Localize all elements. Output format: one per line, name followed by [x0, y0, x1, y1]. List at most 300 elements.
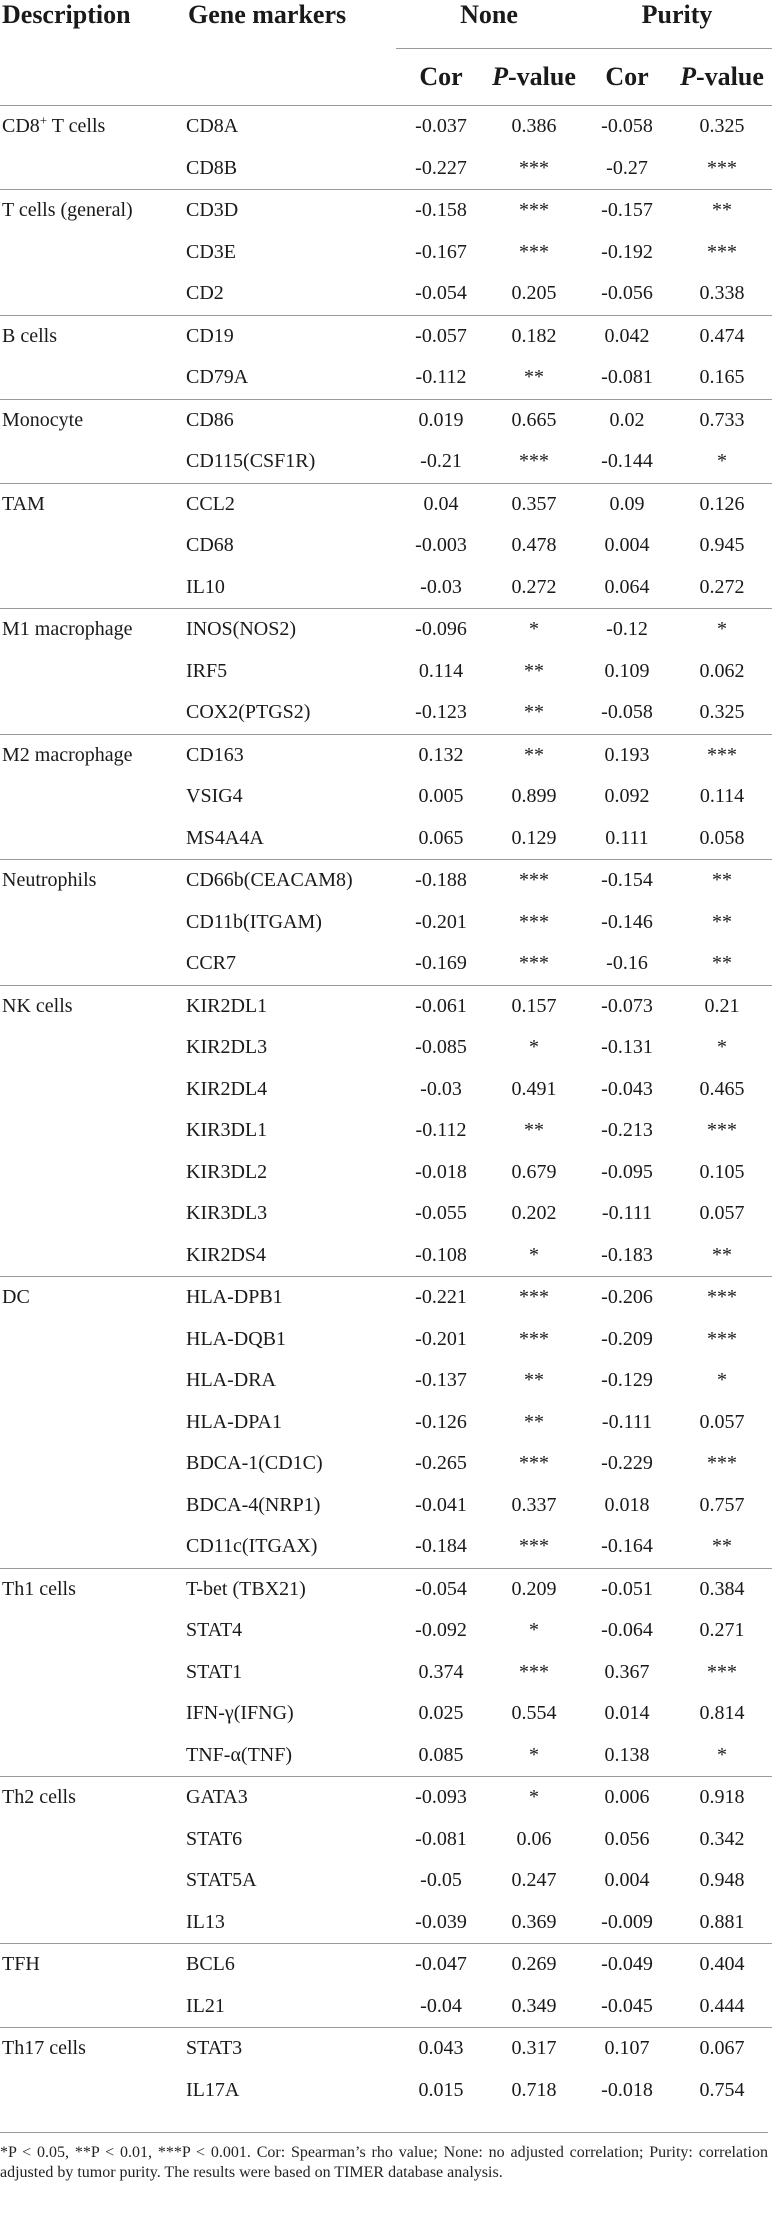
cell-purity-cor: -0.073	[582, 985, 672, 1027]
cell-gene-marker: HLA-DQB1	[186, 1327, 286, 1350]
cell-purity-cor: 0.092	[604, 785, 650, 808]
cell-purity-cor: 0.064	[604, 575, 650, 598]
cell-purity-cor: -0.081	[601, 366, 653, 389]
cell-description	[0, 1193, 186, 1235]
cell-purity-pvalue: 0.342	[699, 1827, 745, 1850]
cell-purity-cor: -0.058	[601, 701, 653, 724]
cell-description	[0, 483, 186, 525]
description-text: M2 macrophage	[2, 743, 133, 766]
cell-none-cor: -0.061	[396, 985, 486, 1027]
table-row	[0, 651, 772, 693]
cell-description	[0, 525, 186, 567]
description-text: B cells	[2, 324, 57, 347]
cell-none-pvalue: **	[486, 734, 582, 776]
cell-none-cor: -0.227	[415, 156, 467, 179]
cell-purity-cor: -0.144	[601, 450, 653, 473]
cell-purity-cor: -0.043	[601, 1077, 653, 1100]
cell-purity-cor: 0.09	[582, 483, 672, 525]
cell-gene-marker: CD2	[186, 282, 224, 305]
cell-none-pvalue: 0.269	[486, 1944, 582, 1986]
table-row	[0, 1193, 772, 1235]
cell-purity-pvalue: 0.271	[699, 1619, 745, 1642]
cell-description	[0, 1652, 186, 1694]
header-purity-pvalue	[672, 49, 772, 106]
cell-description	[0, 1027, 186, 1069]
cell-purity-pvalue: 0.384	[672, 1568, 772, 1610]
cell-none-cor: -0.054	[415, 282, 467, 305]
cell-purity-pvalue: 0.757	[699, 1493, 745, 1516]
cell-description	[0, 273, 186, 315]
cell-none-cor: -0.055	[415, 1202, 467, 1225]
cell-gene-marker: GATA3	[186, 1777, 396, 1819]
cell-none-cor: 0.374	[418, 1660, 464, 1683]
description-text: TFH	[2, 1953, 40, 1976]
description-text: Th17 cells	[2, 2037, 86, 2060]
cell-purity-cor: -0.111	[601, 1202, 653, 1225]
table-row	[0, 1110, 772, 1152]
cell-purity-pvalue: 0.126	[672, 483, 772, 525]
cell-gene-marker: IL17A	[186, 2078, 240, 2101]
table-row	[0, 232, 772, 274]
description-superscript: +	[39, 112, 48, 128]
cell-purity-pvalue: ***	[672, 734, 772, 776]
cell-none-cor: -0.108	[415, 1243, 467, 1266]
cell-purity-pvalue: 0.165	[699, 366, 745, 389]
cell-purity-pvalue: ***	[672, 1277, 772, 1319]
cell-none-cor: -0.169	[415, 952, 467, 975]
cell-none-pvalue: ***	[519, 1452, 549, 1475]
cell-none-cor: -0.112	[415, 1119, 467, 1142]
cell-gene-marker: HLA-DPA1	[186, 1410, 282, 1433]
cell-purity-cor: -0.095	[601, 1160, 653, 1183]
cell-purity-pvalue: 0.338	[699, 282, 745, 305]
cell-description	[0, 148, 186, 190]
cell-purity-cor: -0.056	[601, 282, 653, 305]
table-row	[0, 1235, 772, 1277]
cell-none-cor: -0.126	[415, 1410, 467, 1433]
cell-none-pvalue: ***	[486, 190, 582, 232]
cell-description	[0, 818, 186, 860]
cell-none-pvalue: *	[486, 1777, 582, 1819]
cell-description	[0, 776, 186, 818]
cell-none-cor: -0.123	[415, 701, 467, 724]
cell-gene-marker: T-bet (TBX21)	[186, 1568, 396, 1610]
table-body	[0, 106, 772, 2112]
cell-purity-pvalue: ***	[707, 1327, 737, 1350]
cell-gene-marker: VSIG4	[186, 785, 243, 808]
cell-purity-pvalue: ***	[707, 240, 737, 263]
cell-purity-cor: -0.131	[601, 1036, 653, 1059]
table-row	[0, 902, 772, 944]
header-blank	[186, 49, 396, 106]
cell-description	[0, 2070, 186, 2112]
cell-purity-cor: -0.018	[601, 2078, 653, 2101]
cell-gene-marker: CD3D	[186, 190, 396, 232]
cell-gene-marker: CD115(CSF1R)	[186, 450, 316, 473]
description-text: DC	[2, 1286, 30, 1309]
cell-none-cor: -0.037	[415, 115, 467, 138]
cell-none-cor: -0.003	[415, 534, 467, 557]
cell-description	[0, 1110, 186, 1152]
header-purity-cor: Cor	[582, 49, 672, 106]
cell-purity-pvalue: *	[717, 450, 727, 473]
cell-none-pvalue: ***	[486, 860, 582, 902]
cell-description	[0, 734, 186, 776]
cell-description	[0, 902, 186, 944]
cell-none-cor: -0.112	[415, 366, 467, 389]
cell-none-cor: 0.025	[418, 1702, 464, 1725]
cell-none-cor: 0.04	[396, 483, 486, 525]
description-text: CD8	[2, 115, 40, 138]
cell-purity-cor: -0.146	[601, 910, 653, 933]
cell-gene-marker: IL10	[186, 575, 225, 598]
cell-gene-marker: COX2(PTGS2)	[186, 701, 311, 724]
cell-gene-marker: STAT4	[186, 1619, 243, 1642]
pvalue-p: P	[680, 62, 696, 91]
cell-gene-marker: BDCA-1(CD1C)	[186, 1452, 323, 1475]
cell-none-pvalue: 0.06	[516, 1827, 552, 1850]
cell-none-cor: -0.201	[415, 1327, 467, 1350]
cell-purity-cor: -0.064	[601, 1619, 653, 1642]
cell-none-cor: -0.167	[415, 240, 467, 263]
cell-none-pvalue: **	[524, 659, 544, 682]
cell-none-cor: -0.039	[415, 1910, 467, 1933]
cell-purity-cor: 0.193	[582, 734, 672, 776]
header-blank	[0, 49, 186, 106]
cell-purity-pvalue: 0.057	[699, 1410, 745, 1433]
cell-none-pvalue: 0.665	[486, 399, 582, 441]
description-text: Neutrophils	[2, 869, 97, 892]
cell-none-cor: -0.188	[396, 860, 486, 902]
cell-purity-pvalue: **	[712, 952, 732, 975]
cell-none-pvalue: 0.209	[486, 1568, 582, 1610]
cell-none-pvalue: 0.554	[511, 1702, 557, 1725]
cell-gene-marker: CCL2	[186, 483, 396, 525]
cell-description	[0, 1152, 186, 1194]
table-row	[0, 1819, 772, 1861]
cell-purity-pvalue: **	[712, 1535, 732, 1558]
description-text: Th2 cells	[2, 1786, 76, 1809]
cell-purity-cor: -0.209	[601, 1327, 653, 1350]
cell-purity-pvalue: 0.325	[699, 115, 745, 138]
cell-purity-pvalue: 0.465	[699, 1077, 745, 1100]
cell-gene-marker: CD163	[186, 734, 396, 776]
table-row	[0, 190, 772, 232]
cell-purity-cor: -0.111	[601, 1410, 653, 1433]
cell-purity-cor: 0.107	[582, 2028, 672, 2070]
cell-purity-cor: -0.045	[601, 1994, 653, 2017]
table-row	[0, 1485, 772, 1527]
cell-none-pvalue: ***	[486, 1277, 582, 1319]
cell-none-pvalue: 0.157	[486, 985, 582, 1027]
cell-description	[0, 1402, 186, 1444]
cell-none-cor: -0.21	[420, 450, 462, 473]
cell-purity-pvalue: **	[672, 860, 772, 902]
cell-description	[0, 609, 186, 651]
cell-purity-cor: 0.006	[582, 1777, 672, 1819]
header-purity: Purity	[582, 0, 772, 49]
cell-none-pvalue: **	[524, 1410, 544, 1433]
cell-purity-pvalue: 0.754	[699, 2078, 745, 2101]
table-row	[0, 1443, 772, 1485]
cell-none-cor: -0.085	[415, 1036, 467, 1059]
cell-gene-marker: INOS(NOS2)	[186, 609, 396, 651]
cell-purity-pvalue: 0.21	[672, 985, 772, 1027]
table-row	[0, 1986, 772, 2028]
cell-description	[0, 2028, 186, 2070]
cell-description	[0, 1902, 186, 1944]
description-text: T cells (general)	[2, 199, 133, 222]
cell-purity-pvalue: 0.067	[672, 2028, 772, 2070]
cell-purity-pvalue: 0.057	[699, 1202, 745, 1225]
table-row	[0, 106, 772, 148]
cell-purity-pvalue: 0.272	[699, 575, 745, 598]
cell-purity-cor: -0.192	[601, 240, 653, 263]
cell-none-pvalue: 0.386	[511, 115, 557, 138]
cell-none-pvalue: **	[524, 701, 544, 724]
cell-none-cor: -0.081	[415, 1827, 467, 1850]
cell-purity-cor: 0.042	[582, 315, 672, 357]
cell-none-pvalue: 0.337	[511, 1493, 557, 1516]
cell-purity-cor: 0.004	[604, 1869, 650, 1892]
cell-purity-cor: -0.051	[582, 1568, 672, 1610]
cell-gene-marker: MS4A4A	[186, 826, 264, 849]
cell-none-cor: -0.041	[415, 1493, 467, 1516]
cell-purity-pvalue: 0.733	[672, 399, 772, 441]
cell-gene-marker: CCR7	[186, 952, 237, 975]
cell-gene-marker: KIR3DL3	[186, 1202, 268, 1225]
cell-none-pvalue: 0.357	[486, 483, 582, 525]
cell-none-pvalue: *	[529, 1036, 539, 1059]
cell-purity-cor: 0.014	[604, 1702, 650, 1725]
cell-gene-marker: TNF-α(TNF)	[186, 1743, 293, 1766]
cell-none-cor: 0.015	[418, 2078, 464, 2101]
description-tail: T cells	[47, 115, 106, 138]
description-text: NK cells	[2, 994, 73, 1017]
cell-none-cor: -0.158	[396, 190, 486, 232]
cell-gene-marker: STAT1	[186, 1660, 243, 1683]
cell-none-pvalue: ***	[519, 1327, 549, 1350]
cell-purity-cor: -0.058	[601, 115, 653, 138]
cell-none-pvalue: 0.369	[511, 1910, 557, 1933]
cell-purity-pvalue: *	[717, 1036, 727, 1059]
cell-none-pvalue: ***	[519, 952, 549, 975]
cell-description	[0, 567, 186, 609]
cell-purity-cor: -0.213	[601, 1119, 653, 1142]
cell-purity-cor: 0.109	[604, 659, 650, 682]
cell-description	[0, 1443, 186, 1485]
cell-purity-pvalue: 0.881	[699, 1910, 745, 1933]
table-row	[0, 1027, 772, 1069]
cell-none-cor: 0.132	[396, 734, 486, 776]
cell-gene-marker: HLA-DRA	[186, 1369, 276, 1392]
cell-description	[0, 860, 186, 902]
cell-description	[0, 1069, 186, 1111]
cell-description	[0, 106, 186, 148]
cell-purity-pvalue: 0.814	[699, 1702, 745, 1725]
cell-gene-marker: CD86	[186, 399, 396, 441]
cell-description	[0, 1693, 186, 1735]
cell-none-pvalue: 0.679	[511, 1160, 557, 1183]
cell-purity-cor: -0.009	[601, 1910, 653, 1933]
description-text: M1 macrophage	[2, 618, 133, 641]
table-row	[0, 1902, 772, 1944]
cell-none-pvalue: 0.247	[511, 1869, 557, 1892]
table-row	[0, 1735, 772, 1777]
cell-purity-pvalue: 0.058	[699, 826, 745, 849]
cell-purity-cor: 0.02	[582, 399, 672, 441]
cell-purity-pvalue: **	[712, 910, 732, 933]
cell-purity-cor: 0.138	[604, 1743, 650, 1766]
cell-purity-pvalue: **	[712, 1243, 732, 1266]
header-none-cor: Cor	[396, 49, 486, 106]
table-row	[0, 1152, 772, 1194]
table-header	[0, 0, 772, 106]
cell-none-pvalue: *	[529, 1743, 539, 1766]
cell-description	[0, 357, 186, 399]
cell-gene-marker: CD8B	[186, 156, 238, 179]
cell-description	[0, 1986, 186, 2028]
cell-none-pvalue: ***	[519, 240, 549, 263]
cell-none-pvalue: 0.205	[511, 282, 557, 305]
cell-purity-cor: 0.056	[604, 1827, 650, 1850]
cell-purity-pvalue: *	[717, 1369, 727, 1392]
cell-none-cor: -0.057	[396, 315, 486, 357]
header-gene-markers: Gene markers	[188, 0, 347, 29]
cell-gene-marker: BDCA-4(NRP1)	[186, 1493, 321, 1516]
table-row	[0, 692, 772, 734]
cell-description	[0, 1735, 186, 1777]
table-row	[0, 483, 772, 525]
cell-description	[0, 232, 186, 274]
description-text: TAM	[2, 492, 45, 515]
cell-none-pvalue: **	[524, 1369, 544, 1392]
cell-gene-marker: CD11b(ITGAM)	[186, 910, 322, 933]
cell-none-pvalue: 0.718	[511, 2078, 557, 2101]
cell-purity-cor: -0.206	[582, 1277, 672, 1319]
table-row	[0, 1693, 772, 1735]
cell-purity-pvalue: 0.918	[672, 1777, 772, 1819]
cell-purity-cor: -0.183	[601, 1243, 653, 1266]
cell-purity-pvalue: 0.945	[699, 534, 745, 557]
cell-description	[0, 1819, 186, 1861]
cell-description	[0, 1568, 186, 1610]
cell-gene-marker: CD66b(CEACAM8)	[186, 860, 396, 902]
cell-none-pvalue: 0.202	[511, 1202, 557, 1225]
cell-purity-pvalue: 0.325	[699, 701, 745, 724]
cell-purity-pvalue: *	[717, 1743, 727, 1766]
cell-gene-marker: STAT5A	[186, 1869, 257, 1892]
cell-description	[0, 651, 186, 693]
cell-purity-cor: 0.111	[605, 826, 649, 849]
table-row	[0, 734, 772, 776]
cell-purity-cor: -0.27	[606, 156, 648, 179]
cell-none-cor: -0.201	[415, 910, 467, 933]
cell-description	[0, 1610, 186, 1652]
cell-none-cor: 0.085	[418, 1743, 464, 1766]
cell-gene-marker: HLA-DPB1	[186, 1277, 396, 1319]
cell-none-cor: -0.03	[420, 1077, 462, 1100]
description-text: Monocyte	[2, 408, 84, 431]
cell-gene-marker: CD3E	[186, 240, 236, 263]
cell-purity-pvalue: 0.062	[699, 659, 745, 682]
cell-none-pvalue: ***	[519, 450, 549, 473]
cell-purity-cor: -0.129	[601, 1369, 653, 1392]
pvalue-suffix: -value	[696, 62, 764, 91]
cell-description	[0, 1860, 186, 1902]
cell-purity-cor: 0.367	[604, 1660, 650, 1683]
cell-purity-pvalue: 0.444	[699, 1994, 745, 2017]
table-row	[0, 148, 772, 190]
cell-purity-pvalue: ***	[707, 1660, 737, 1683]
header-none-pvalue	[486, 49, 582, 106]
cell-none-cor: -0.092	[415, 1619, 467, 1642]
cell-none-cor: 0.043	[396, 2028, 486, 2070]
cell-purity-cor: 0.018	[604, 1493, 650, 1516]
cell-none-pvalue: ***	[519, 1535, 549, 1558]
cell-purity-pvalue: 0.474	[672, 315, 772, 357]
header-description: Description	[2, 0, 131, 29]
cell-description	[0, 1319, 186, 1361]
cell-none-pvalue: 0.129	[511, 826, 557, 849]
table-row	[0, 1652, 772, 1694]
cell-none-pvalue: 0.182	[486, 315, 582, 357]
pvalue-p: P	[492, 62, 508, 91]
table-row	[0, 1069, 772, 1111]
cell-description	[0, 1777, 186, 1819]
header-none: None	[396, 0, 582, 49]
cell-none-cor: -0.047	[396, 1944, 486, 1986]
cell-purity-cor: -0.16	[606, 952, 648, 975]
cell-none-pvalue: ***	[519, 1660, 549, 1683]
cell-description	[0, 1526, 186, 1568]
table-footnote: *P < 0.05, **P < 0.01, ***P < 0.001. Cor: Spearman’s rho value; None: no adjusted correlation; Purity: correlation adjusted by tumor purity. The results were based on TIMER database analysis.	[0, 2132, 768, 2183]
cell-gene-marker: KIR3DL1	[186, 1119, 268, 1142]
cell-description	[0, 441, 186, 483]
table-row	[0, 273, 772, 315]
cell-gene-marker: IRF5	[186, 659, 228, 682]
cell-purity-pvalue: *	[672, 609, 772, 651]
cell-gene-marker: CD8A	[186, 115, 239, 138]
table-row	[0, 1360, 772, 1402]
cell-purity-cor: -0.164	[601, 1535, 653, 1558]
cell-purity-pvalue: 0.948	[699, 1869, 745, 1892]
table-row	[0, 860, 772, 902]
table-row	[0, 1319, 772, 1361]
cell-description	[0, 943, 186, 985]
table-row	[0, 1277, 772, 1319]
table-row	[0, 1568, 772, 1610]
cell-description	[0, 1235, 186, 1277]
cell-none-cor: -0.184	[415, 1535, 467, 1558]
table-row	[0, 315, 772, 357]
table-row	[0, 776, 772, 818]
cell-none-pvalue: 0.491	[511, 1077, 557, 1100]
cell-none-pvalue: **	[524, 366, 544, 389]
cell-none-pvalue: 0.317	[486, 2028, 582, 2070]
table-row	[0, 1860, 772, 1902]
cell-none-cor: 0.065	[418, 826, 464, 849]
table-row	[0, 1526, 772, 1568]
cell-none-pvalue: 0.899	[511, 785, 557, 808]
cell-purity-pvalue: ***	[707, 1119, 737, 1142]
cell-purity-pvalue: 0.114	[699, 785, 745, 808]
cell-description	[0, 1944, 186, 1986]
cell-description	[0, 190, 186, 232]
cell-gene-marker: CD79A	[186, 366, 249, 389]
cell-description	[0, 315, 186, 357]
table-row	[0, 1610, 772, 1652]
